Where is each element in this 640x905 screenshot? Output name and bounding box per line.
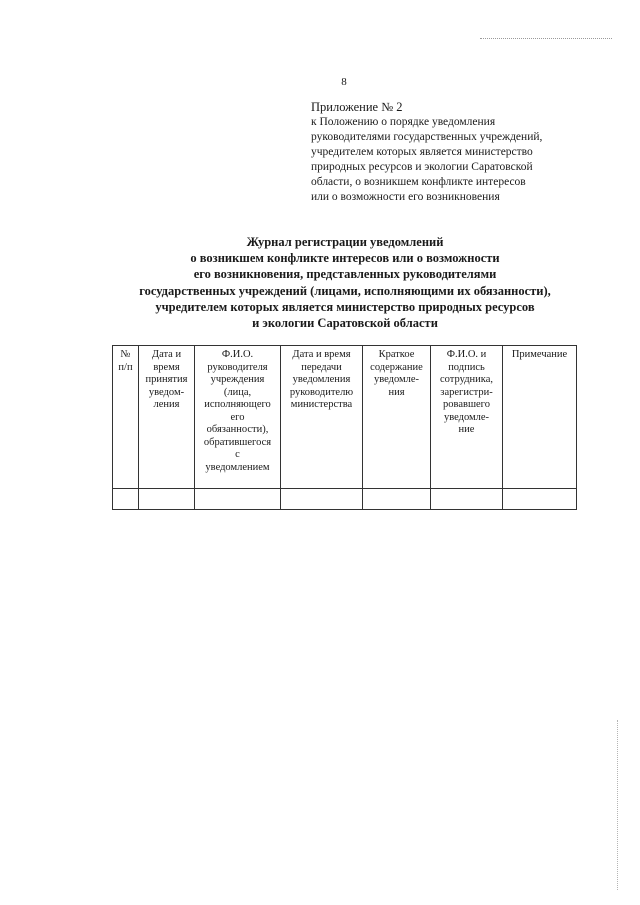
column-header-line: с <box>235 449 240 460</box>
journal-title-line: о возникшем конфликте интересов или о возможности <box>190 251 500 266</box>
table-cell <box>431 489 503 510</box>
column-header-line: Дата и время <box>292 349 351 360</box>
journal-title-line: его возникновения, представленных руководителями <box>193 267 497 282</box>
column-header-line: передачи <box>301 361 342 373</box>
column-header-received-date <box>139 346 195 489</box>
journal-title-line: учредителем которых является министерство природных ресурсов <box>155 299 535 314</box>
column-header-registrar <box>431 346 503 489</box>
table-cell <box>139 489 195 510</box>
column-header-line: исполняющего <box>204 399 271 410</box>
column-header-line: уведомлением <box>205 461 270 473</box>
column-header-line: подпись <box>448 361 485 373</box>
column-header-line: Дата и <box>151 349 182 360</box>
column-header-line: руководителю <box>289 386 354 398</box>
column-header-line: № <box>120 349 131 360</box>
appendix-line: природных ресурсов и экологии Саратовской <box>311 161 533 173</box>
journal-title-line: Журнал регистрации уведомлений <box>246 235 444 249</box>
column-header-line: Ф.И.О. и <box>446 349 487 360</box>
table-cell <box>113 489 139 510</box>
column-header-line: руководителя <box>207 361 268 373</box>
journal-title-line: и экологии Саратовской области <box>252 316 438 331</box>
register-table <box>112 345 577 510</box>
column-header-line: ния <box>388 386 405 398</box>
column-header-line: уведомле- <box>373 374 420 385</box>
table-cell <box>503 489 577 510</box>
column-header-line: зарегистри- <box>440 386 493 398</box>
column-header-line: обратившегося <box>203 436 272 448</box>
table-cell <box>281 489 363 510</box>
column-header-line: содержание <box>370 361 423 373</box>
journal-title <box>100 234 590 331</box>
column-header-line: уведомле- <box>443 411 490 423</box>
page-number: 8 <box>341 76 347 88</box>
column-header-line: ления <box>153 399 180 410</box>
appendix-line: области, о возникшем конфликте интересов <box>311 176 526 188</box>
column-header-transfer-date <box>281 346 363 489</box>
column-header-line: п/п <box>118 361 133 373</box>
scan-artifact-top <box>480 38 612 39</box>
table-row <box>113 489 577 510</box>
column-header-line: принятия <box>145 374 188 385</box>
appendix-line: учредителем которых является министерство <box>311 146 533 158</box>
appendix-title: Приложение № 2 <box>311 100 403 114</box>
column-header-line: Краткое <box>378 349 415 360</box>
appendix-line: или о возможности его возникновения <box>311 191 500 203</box>
column-header-line: время <box>153 361 180 373</box>
column-header-line: ровавшего <box>443 399 490 410</box>
table-header-row <box>113 346 577 489</box>
column-header-line: ние <box>458 424 475 435</box>
column-header-line: Примечание <box>511 349 568 360</box>
column-header-line: уведом- <box>148 386 185 398</box>
scan-artifact-right <box>617 720 618 890</box>
journal-title-line: государственных учреждений (лицами, исполняющими их обязанности), <box>139 283 551 298</box>
column-header-line: сотрудника, <box>440 374 493 385</box>
column-header-line: Ф.И.О. <box>221 349 254 360</box>
appendix-line: к Положению о порядке уведомления <box>311 116 496 128</box>
column-header-number <box>113 346 139 489</box>
column-header-summary <box>363 346 431 489</box>
table-cell <box>195 489 281 510</box>
column-header-line: его <box>230 411 245 423</box>
column-header-line: уведомления <box>292 374 351 385</box>
column-header-line: министерства <box>290 399 353 410</box>
appendix-line: руководителями государственных учреждений, <box>311 131 543 143</box>
appendix-block <box>311 100 591 205</box>
table-cell <box>363 489 431 510</box>
column-header-head-name <box>195 346 281 489</box>
column-header-line: (лица, <box>223 386 252 398</box>
column-header-line: учреждения <box>210 374 265 385</box>
column-header-line: обязанности), <box>206 424 269 435</box>
column-header-note <box>503 346 577 489</box>
